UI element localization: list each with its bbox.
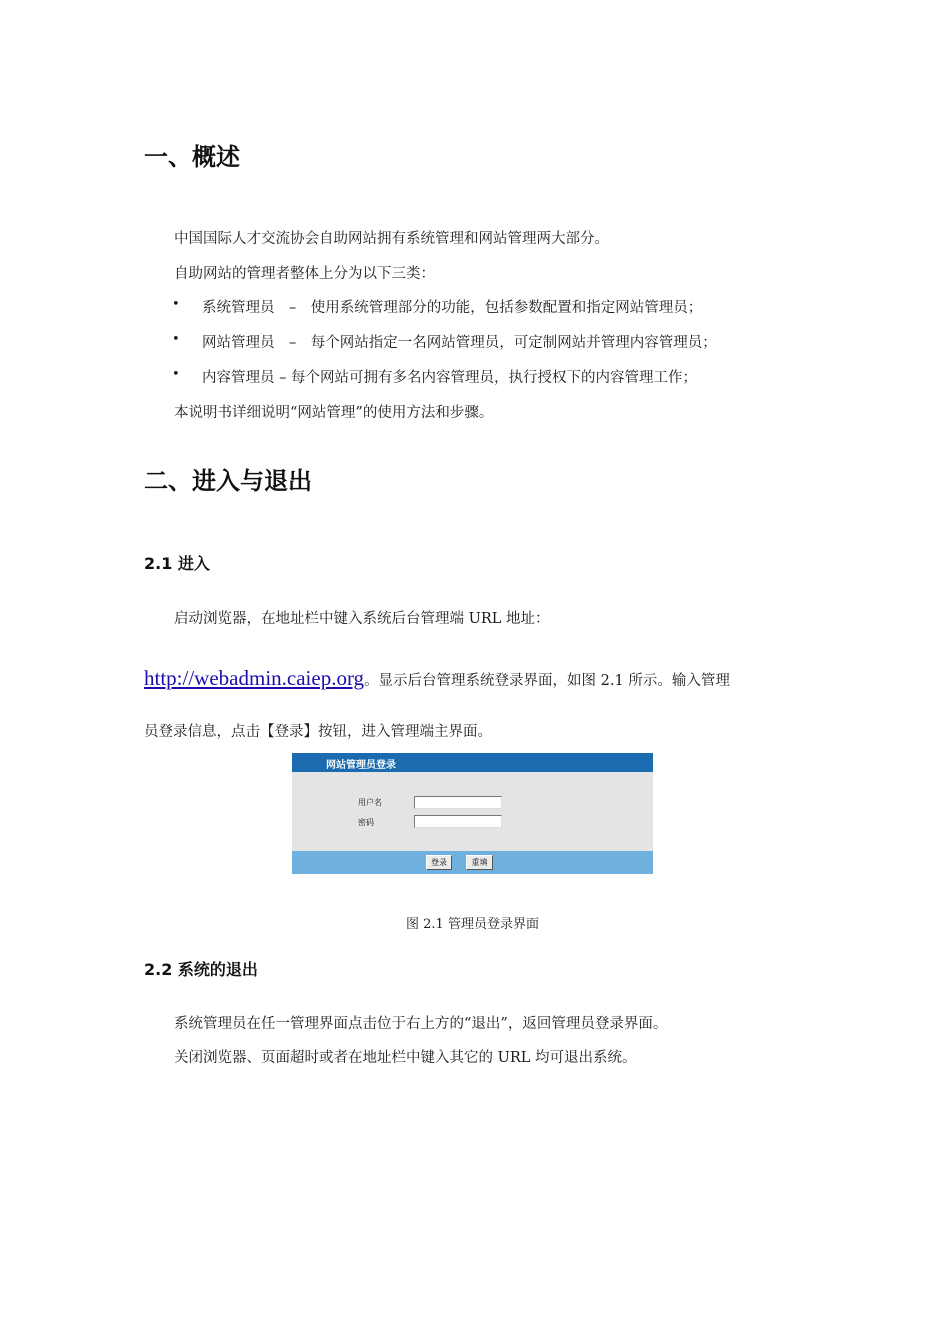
bullet-icon: • xyxy=(172,367,180,382)
paragraph: 员登录信息，点击【登录】按钮，进入管理端主界面。 xyxy=(144,724,492,740)
subsection-heading-exit: 2.2 系统的退出 xyxy=(144,960,258,979)
list-item-text: 内容管理员 – 每个网站可拥有多名内容管理员，执行授权下的内容管理工作； xyxy=(202,370,697,386)
subsection-heading-enter: 2.1 进入 xyxy=(144,554,210,573)
paragraph: 系统管理员在任一管理界面点击位于右上方的“退出”，返回管理员登录界面。 xyxy=(174,1016,668,1032)
paragraph: 关闭浏览器、页面超时或者在地址栏中键入其它的 URL 均可退出系统。 xyxy=(174,1050,637,1066)
figure-caption: 图 2.1 管理员登录界面 xyxy=(406,917,539,932)
section-heading-overview: 一、概述 xyxy=(144,143,240,171)
paragraph: 中国国际人才交流协会自助网站拥有系统管理和网站管理两大部分。 xyxy=(174,231,609,247)
paragraph: 启动浏览器，在地址栏中键入系统后台管理端 URL 地址： xyxy=(174,611,550,627)
list-item-text: 系统管理员 – 使用系统管理部分的功能，包括参数配置和指定网站管理员； xyxy=(202,300,703,316)
username-input[interactable] xyxy=(414,796,502,809)
paragraph-with-link xyxy=(144,666,730,691)
login-title: 网站管理员登录 xyxy=(326,760,396,771)
admin-url-link[interactable]: http://webadmin.caiep.org xyxy=(144,666,365,690)
list-item xyxy=(172,366,697,386)
login-panel-figure xyxy=(292,753,653,874)
bullet-icon: • xyxy=(172,297,180,312)
reset-button[interactable]: 重填 xyxy=(466,855,493,870)
paragraph: 自助网站的管理者整体上分为以下三类： xyxy=(174,266,435,282)
paragraph: 本说明书详细说明“网站管理”的使用方法和步骤。 xyxy=(174,405,494,421)
paragraph-text: 。显示后台管理系统登录界面，如图 2.1 所示。输入管理 xyxy=(364,673,730,689)
bullet-icon: • xyxy=(172,332,180,347)
password-label: 密码 xyxy=(358,818,374,827)
list-item xyxy=(172,331,717,351)
list-item-text: 网站管理员 – 每个网站指定一名网站管理员，可定制网站并管理内容管理员； xyxy=(202,335,717,351)
password-input[interactable] xyxy=(414,815,502,828)
list-item xyxy=(172,296,703,316)
section-heading-enter-exit: 二、进入与退出 xyxy=(144,467,312,495)
login-button[interactable]: 登录 xyxy=(426,855,452,870)
username-label: 用户名 xyxy=(358,798,382,807)
